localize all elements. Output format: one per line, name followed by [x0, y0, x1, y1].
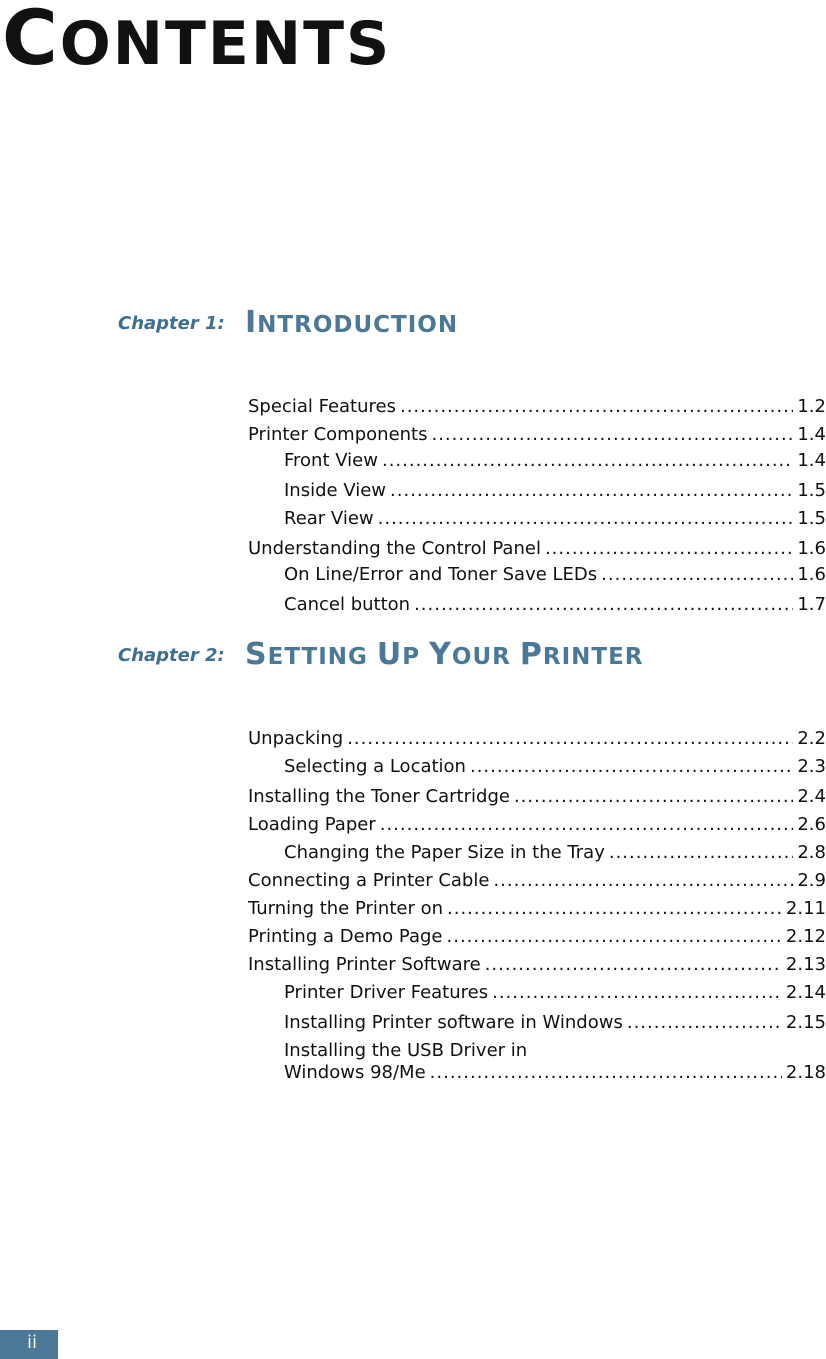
dot-leader	[514, 786, 793, 808]
dot-leader	[609, 842, 794, 864]
toc-entry-row	[284, 982, 826, 1004]
chapter-heading	[118, 300, 826, 340]
dot-leader	[380, 814, 794, 836]
toc-entry-label: Installing Printer Software	[248, 954, 481, 975]
chapter-1-section	[118, 300, 826, 615]
toc-entry[interactable]	[284, 842, 826, 864]
toc-entry-row	[248, 814, 826, 836]
toc-entry[interactable]	[248, 898, 826, 920]
toc-entry-row	[248, 396, 826, 418]
dot-leader	[431, 424, 793, 446]
toc-entry-row	[284, 450, 826, 472]
chapter-title-part: S	[245, 637, 268, 672]
chapter-title-part: Y	[429, 637, 452, 672]
chapter-title-part: P	[519, 637, 543, 672]
toc-entry-label: Special Features	[248, 396, 396, 417]
dot-leader	[447, 898, 782, 920]
toc-entry-page: 1.7	[797, 594, 826, 615]
dot-leader	[378, 508, 794, 530]
page-title	[2, 0, 391, 86]
toc-entry-page: 2.15	[785, 1012, 826, 1033]
toc-entry-page: 2.12	[785, 926, 826, 947]
toc-entry[interactable]	[284, 1040, 826, 1084]
toc-entry-label: Rear View	[284, 508, 374, 529]
page-title-initial: C	[2, 0, 60, 82]
toc-entry-label: Changing the Paper Size in the Tray	[284, 842, 605, 863]
chapter-title-part: RINTER	[542, 644, 644, 670]
toc-entry-row	[284, 1062, 826, 1084]
toc-entry[interactable]	[284, 450, 826, 472]
toc-entry[interactable]	[284, 1012, 826, 1034]
toc-entry-label: Turning the Printer on	[248, 898, 444, 919]
toc-entry-row	[248, 926, 826, 948]
toc-entry[interactable]	[284, 982, 826, 1004]
dot-leader	[400, 396, 793, 418]
toc-entry-page: 1.5	[797, 480, 826, 501]
dot-leader	[414, 594, 793, 616]
page-number: ii	[27, 1332, 38, 1353]
toc-entry-row	[284, 756, 826, 778]
dot-leader	[545, 538, 793, 560]
toc-entry-page: 1.4	[797, 450, 826, 471]
toc-entry-label: Loading Paper	[248, 814, 376, 835]
dot-leader	[492, 982, 782, 1004]
toc-entry-row	[248, 898, 826, 920]
toc-entry-label: Understanding the Control Panel	[248, 538, 541, 559]
dot-leader	[347, 728, 793, 750]
toc-entry-row	[284, 1012, 826, 1034]
chapter-title	[245, 305, 458, 340]
toc-entry-page: 1.6	[797, 564, 826, 585]
toc-entry[interactable]	[248, 814, 826, 836]
dot-leader	[390, 480, 793, 502]
toc-entry[interactable]	[248, 870, 826, 892]
toc-entry-label: Inside View	[284, 480, 387, 501]
toc-entry-label: Printer Components	[248, 424, 428, 445]
toc-entry-row	[284, 564, 826, 586]
toc-entry-page: 2.18	[785, 1062, 826, 1083]
page-title-rest: ONTENTS	[59, 9, 392, 79]
dot-leader	[382, 450, 793, 472]
toc-entry-row	[284, 480, 826, 502]
chapter-label: Chapter 2:	[118, 645, 225, 666]
chapter-2-section	[118, 632, 826, 1083]
toc-entry-page: 2.4	[797, 786, 826, 807]
chapter-title-part: ETTING	[267, 644, 377, 670]
toc-entry-row	[248, 786, 826, 808]
toc-entry-row	[284, 508, 826, 530]
toc-entry-label-line: Installing the USB Driver in	[284, 1040, 528, 1061]
dot-leader	[470, 756, 793, 778]
chapter-title-part: OUR	[451, 644, 520, 670]
toc-entry[interactable]	[248, 728, 826, 750]
toc-entry-page: 2.3	[797, 756, 826, 777]
toc-entry-row	[248, 728, 826, 750]
toc-entry-label: Windows 98/Me	[284, 1062, 426, 1083]
dot-leader	[493, 870, 793, 892]
chapter-title-part: P	[402, 644, 430, 670]
toc-entry-page: 1.2	[797, 396, 826, 417]
chapter-title-part: U	[376, 637, 403, 672]
toc-entry-label: Unpacking	[248, 728, 344, 749]
toc-entry-page: 2.14	[785, 982, 826, 1003]
toc-entry-label: Selecting a Location	[284, 756, 466, 777]
toc-entry-label: Front View	[284, 450, 378, 471]
toc-entry-label: Printing a Demo Page	[248, 926, 443, 947]
page-number-tab	[0, 1330, 58, 1359]
toc-entry-page: 2.9	[797, 870, 826, 891]
toc-entry-label: Installing Printer software in Windows	[284, 1012, 623, 1033]
dot-leader	[627, 1012, 782, 1034]
toc-entry-row	[248, 870, 826, 892]
toc-entry[interactable]	[284, 480, 826, 502]
toc-entry-page: 1.6	[797, 538, 826, 559]
toc-entry-row	[284, 842, 826, 864]
toc-entry[interactable]	[284, 594, 826, 616]
toc-entry[interactable]	[248, 424, 826, 446]
toc-entry-row	[284, 594, 826, 616]
dot-leader	[485, 954, 782, 976]
dot-leader	[447, 926, 782, 948]
toc-entry-row	[248, 954, 826, 976]
toc-entry[interactable]	[248, 926, 826, 948]
toc-entry[interactable]	[248, 786, 826, 808]
toc-entry-row	[248, 424, 826, 446]
toc-entry[interactable]	[284, 756, 826, 778]
toc-entry-label: Cancel button	[284, 594, 411, 615]
toc-entry[interactable]	[248, 396, 826, 418]
chapter-label: Chapter 1:	[118, 313, 225, 334]
chapter-title	[245, 637, 644, 672]
toc-entry[interactable]	[284, 564, 826, 586]
toc-entry-label: On Line/Error and Toner Save LEDs	[284, 564, 598, 585]
toc-entry-page: 2.11	[785, 898, 826, 919]
dot-leader	[430, 1062, 782, 1084]
toc-entry[interactable]	[248, 954, 826, 976]
toc-entry-page: 2.13	[785, 954, 826, 975]
toc-entry-page: 2.6	[797, 814, 826, 835]
toc-entry-label: Printer Driver Features	[284, 982, 489, 1003]
toc-entry-page: 2.2	[797, 728, 826, 749]
chapter-title-part: NTRODUCTION	[257, 312, 459, 338]
chapter-heading	[118, 632, 826, 672]
toc-entry[interactable]	[284, 508, 826, 530]
toc-entry-label: Installing the Toner Cartridge	[248, 786, 510, 807]
dot-leader	[601, 564, 793, 586]
toc-entry-page: 2.8	[797, 842, 826, 863]
chapter-title-part: I	[245, 305, 258, 340]
toc-entry-label: Connecting a Printer Cable	[248, 870, 490, 891]
toc-entry[interactable]	[248, 538, 826, 560]
toc-entry-page: 1.4	[797, 424, 826, 445]
toc-entry-row	[248, 538, 826, 560]
toc-entry-page: 1.5	[797, 508, 826, 529]
